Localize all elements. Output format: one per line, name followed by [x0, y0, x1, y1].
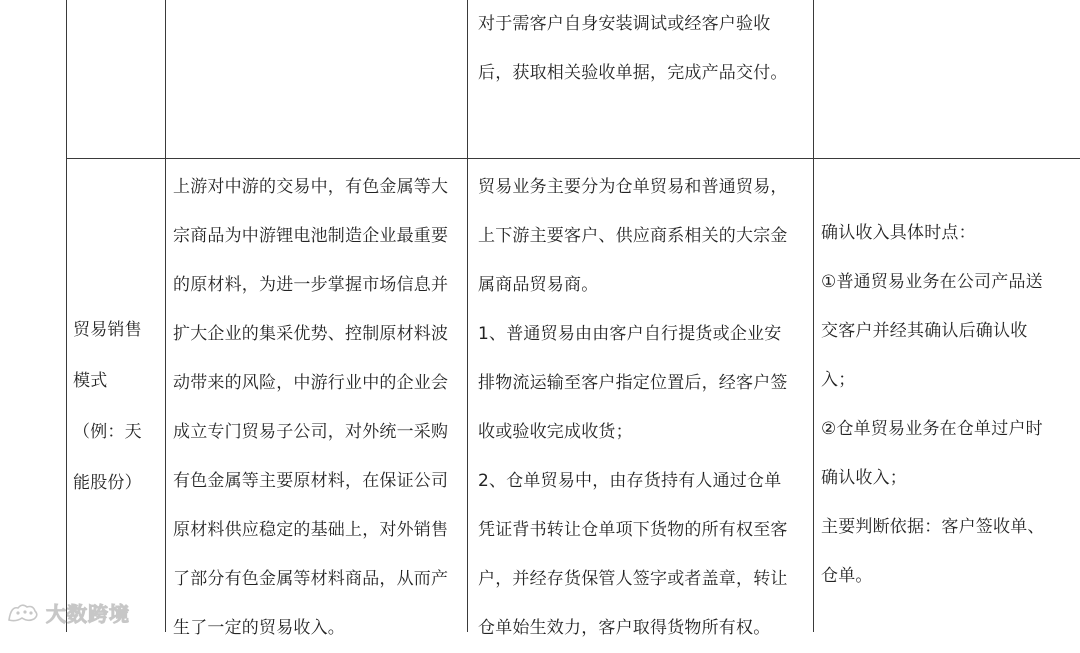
- revenue-line: ①普通贸易业务在公司产品送: [821, 272, 1043, 292]
- table-border-col2: [165, 0, 166, 632]
- revenue-line: 主要判断依据：客户签收单、: [821, 517, 1045, 537]
- background-line: 有色金属等主要原材料，在保证公司: [173, 471, 449, 491]
- background-line: 了部分有色金属等材料商品，从而产: [173, 569, 449, 589]
- background-cell: [173, 163, 448, 653]
- table-border-left: [66, 0, 67, 632]
- business-line: 收或验收完成收货；: [478, 422, 633, 442]
- mode-line: 模式: [73, 371, 108, 391]
- business-line: 1、普通贸易由由客户自行提货或企业安: [478, 324, 782, 344]
- revenue-line: 确认收入具体时点：: [821, 223, 976, 243]
- business-line: 属商品贸易商。: [478, 275, 599, 295]
- business-line: 上下游主要客户、供应商系相关的大宗金: [478, 226, 788, 246]
- business-line: 凭证背书转让仓单项下货物的所有权至客: [478, 520, 788, 540]
- background-line: 动带来的风险，中游行业中的企业会: [173, 373, 449, 393]
- revenue-line: 入；: [821, 370, 856, 390]
- delivery-line: 对于需客户自身安装调试或经客户验收: [478, 14, 771, 34]
- mode-line: 贸易销售: [73, 320, 142, 340]
- business-line: 2、仓单贸易中，由存货持有人通过仓单: [478, 471, 782, 491]
- background-line: 扩大企业的集采优势、控制原材料波: [173, 324, 449, 344]
- table-border-col4: [813, 0, 814, 632]
- watermark: [6, 598, 130, 626]
- business-line: 贸易业务主要分为仓单贸易和普通贸易，: [478, 177, 788, 197]
- business-line: 排物流运输至客户指定位置后，经客户签: [478, 373, 788, 393]
- background-line: 原材料供应稳定的基础上，对外销售: [173, 520, 449, 540]
- revenue-line: 确认收入；: [821, 468, 907, 488]
- business-line: 户，并经存货保管人签字或者盖章，转让: [478, 569, 788, 589]
- business-cell: [478, 163, 788, 653]
- watermark-logo-icon: [6, 600, 40, 624]
- background-line: 成立专门贸易子公司，对外统一采购: [173, 422, 449, 442]
- revenue-line: ②仓单贸易业务在仓单过户时: [821, 419, 1043, 439]
- background-line: 的原材料，为进一步掌握市场信息并: [173, 275, 449, 295]
- background-line: 生了一定的贸易收入。: [173, 618, 345, 638]
- table-border-col3: [467, 0, 468, 632]
- revenue-line: 仓单。: [821, 566, 873, 586]
- delivery-line: 后，获取相关验收单据，完成产品交付。: [478, 63, 788, 83]
- watermark-text: 大数跨境: [46, 601, 130, 626]
- background-line: 宗商品为中游锂电池制造企业最重要: [173, 226, 449, 246]
- mode-cell: [73, 305, 142, 509]
- revenue-line: 交客户并经其确认后确认收: [821, 321, 1028, 341]
- mode-line: （例：天: [73, 422, 142, 442]
- mode-line: 能股份）: [73, 473, 142, 493]
- delivery-cell: [478, 0, 788, 98]
- revenue-cell: [821, 209, 1045, 601]
- background-line: 上游对中游的交易中，有色金属等大: [173, 177, 449, 197]
- business-line: 仓单始生效力，客户取得货物所有权。: [478, 618, 771, 638]
- row-divider: [66, 158, 1080, 159]
